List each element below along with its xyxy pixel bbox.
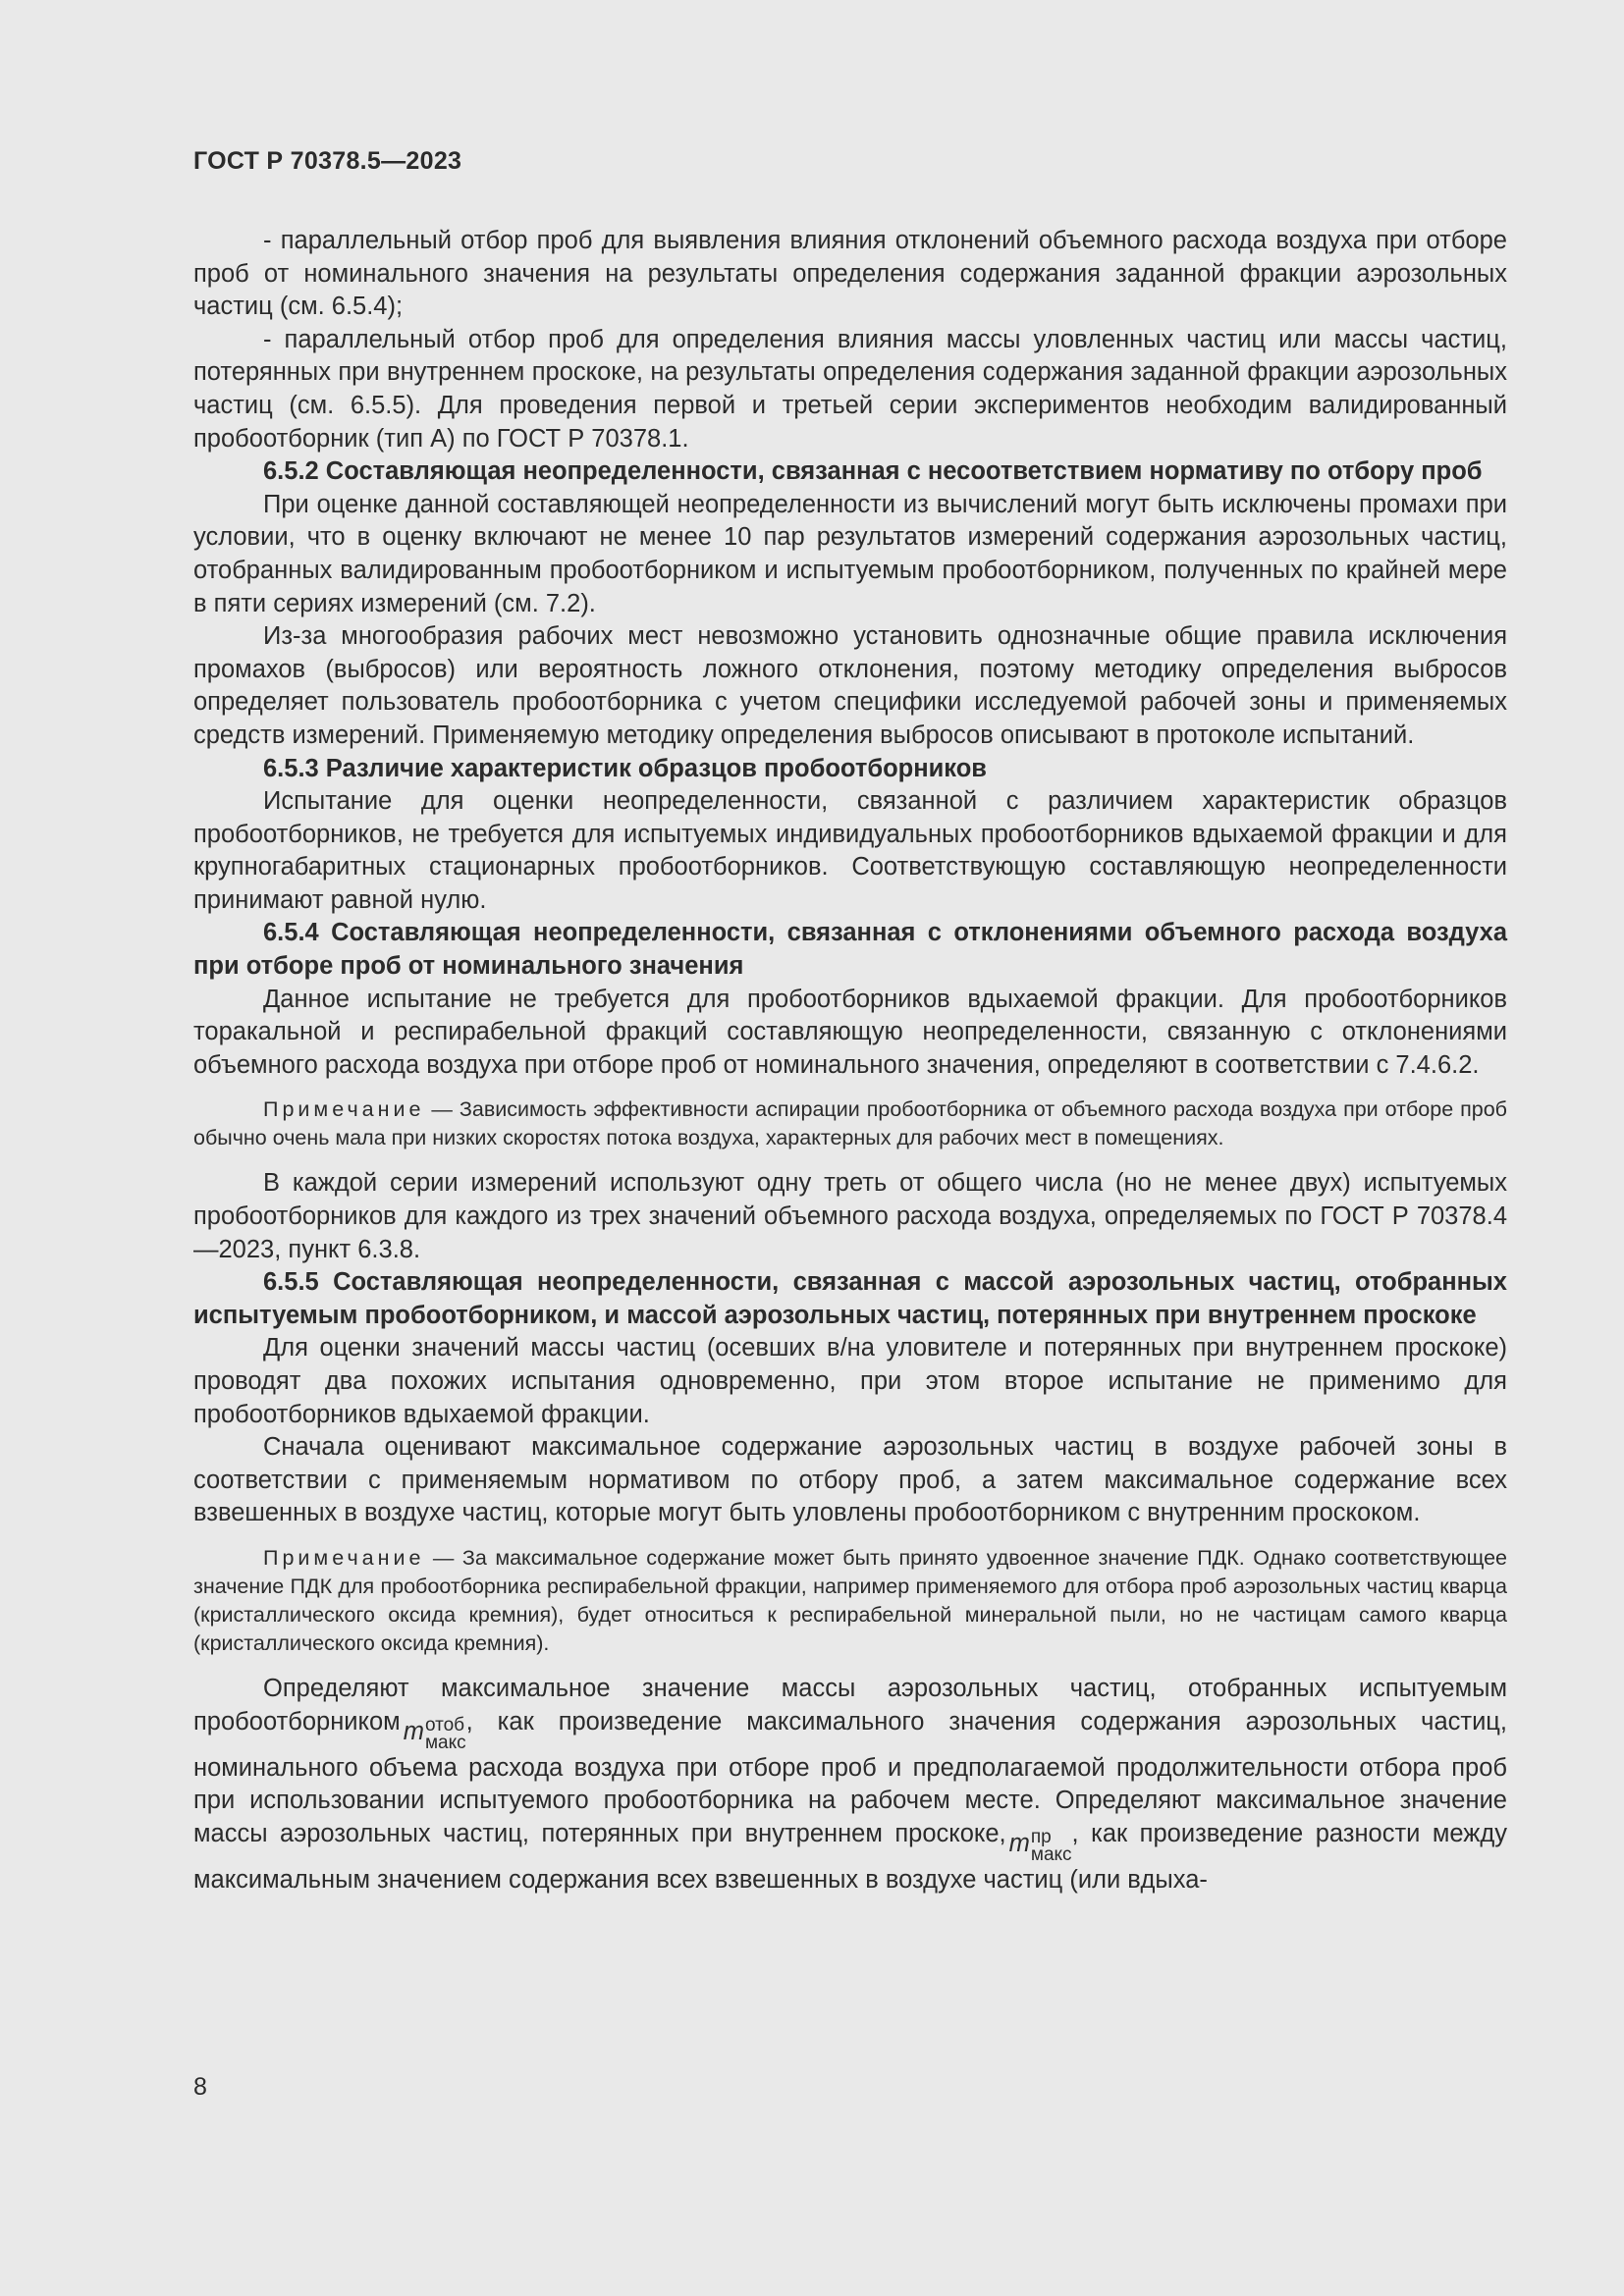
text-run: , как произведение максимального значения содержания аэрозольных частиц, номинального объема расхода воздуха при отборе проб и предполагаемой продолжительности отбора проб при использовании испытуемого пробоотборника на рабочем месте. Определяют максимальное значение массы аэрозольных частиц, потерянных при внутреннем проскоке,	[193, 1707, 1507, 1847]
section-heading-6-5-2: 6.5.2 Составляющая неопределенности, связанная с несоответствием нормативу по отбору проб	[263, 457, 1483, 486]
section-heading-6-5-3: 6.5.3 Различие характеристик образцов пробоотборников	[263, 754, 987, 782]
paragraph-list-item-2: - параллельный отбор проб для определения влияния массы уловленных частиц или массы частиц, потерянных при внутреннем проскоке, на результаты определения содержания заданной фракции аэрозольных частиц (см. 6.5.5). Для проведения первой и третьей серии экспериментов необходим валидированный пробоотборник (тип А) по ГОСТ Р 70378.1.	[193, 325, 1507, 453]
text-run: , как произведение разности между максимальным значением содержания всех взвешенных в воздухе частиц (или вдыха-	[193, 1819, 1507, 1894]
paragraph: В каждой серии измерений используют одну треть от общего числа (но не менее двух) испытуемых пробоотборников для каждого из трех значений объемного расхода воздуха, определяемых по ГОСТ Р 70378.4—2023, пункт 6.3.8.	[193, 1169, 1507, 1263]
superscript: отоб	[424, 1714, 465, 1735]
paragraph: Из-за многообразия рабочих мест невозможно установить однозначные общие правила исключения промахов (выбросов) или вероятность ложного отклонения, поэтому методику определения выбросов определяет пользователь пробоотборника с учетом специфики исследуемой рабочей зоны и применяемых средств измерений. Применяемую методику определения выбросов описывают в протоколе испытаний.	[193, 622, 1507, 749]
symbol-m-pr-maks	[1008, 1826, 1072, 1865]
note-text: — Зависимость эффективности аспирации пробоотборника от объемного расхода воздуха при отборе проб обычно очень мала при низких скоростях потока воздуха, характерных для рабочих мест в помещениях.	[193, 1097, 1507, 1150]
symbol-m-otob-maks	[403, 1714, 466, 1753]
paragraph-list-item-1: - параллельный отбор проб для выявления влияния отклонений объемного расхода воздуха при отборе проб от номинального значения на результаты определения содержания заданной фракции аэрозольных частиц (см. 6.5.4);	[193, 227, 1507, 321]
subscript: макс	[424, 1732, 466, 1753]
paragraph: Данное испытание не требуется для пробоотборников вдыхаемой фракции. Для пробоотборников торакальной и респирабельной фракций составляющую неопределенности, связанную с отклонениями объемного расхода воздуха при отборе проб от номинального значения, определяют в соответствии с 7.4.6.2.	[193, 985, 1507, 1079]
paragraph: Испытание для оценки неопределенности, связанной с различием характеристик образцов пробоотборников, не требуется для испытуемых индивидуальных пробоотборников вдыхаемой фракции и для крупногабаритных стационарных пробоотборников. Соответствующую составляющую неопределенности принимают равной нулю.	[193, 787, 1507, 914]
subscript: макс	[1030, 1843, 1072, 1865]
note	[193, 1544, 1507, 1658]
symbol-m: m	[403, 1717, 424, 1745]
section-heading-6-5-5: 6.5.5 Составляющая неопределенности, связанная с массой аэрозольных частиц, отобранных испытуемым пробоотборником, и массой аэрозольных частиц, потерянных при внутреннем проскоке	[193, 1268, 1507, 1329]
paragraph: Для оценки значений массы частиц (осевших в/на уловителе и потерянных при внутреннем проскоке) проводят два похожих испытания одновременно, при этом второе испытание не применимо для пробоотборников вдыхаемой фракции.	[193, 1334, 1507, 1428]
paragraph: При оценке данной составляющей неопределенности из вычислений могут быть исключены промахи при условии, что в оценку включают не менее 10 пар результатов измерений содержания аэрозольных частиц, отобранных валидированным пробоотборником и испытуемым пробоотборником, полученных по крайней мере в пяти сериях измерений (см. 7.2).	[193, 490, 1507, 617]
symbol-m: m	[1008, 1829, 1030, 1857]
note-text: — За максимальное содержание может быть принято удвоенное значение ПДК. Однако соответствующее значение ПДК для пробоотборника респирабельной фракции, например применяемого для отбора проб аэрозольных частиц кварца (кристаллического оксида кремния), будет относиться к респирабельной минеральной пыли, но не частицам самого кварца (кристаллического оксида кремния).	[193, 1545, 1507, 1655]
page-number: 8	[193, 2073, 207, 2101]
note	[193, 1095, 1507, 1152]
document-header: ГОСТ Р 70378.5—2023	[193, 147, 462, 175]
note-label: Примечание	[263, 1097, 425, 1122]
section-heading-6-5-4: 6.5.4 Составляющая неопределенности, связанная с отклонениями объемного расхода воздуха при отборе проб от номинального значения	[193, 919, 1507, 981]
text-run: Определяют максимальное значение массы аэрозольных частиц, отобранных испытуемым пробоотборником	[193, 1674, 1507, 1735]
note-label: Примечание	[263, 1545, 425, 1570]
paragraph-with-formulas	[193, 1673, 1507, 1896]
superscript: пр	[1030, 1826, 1052, 1847]
paragraph: Сначала оценивают максимальное содержание аэрозольных частиц в воздухе рабочей зоны в соответствии с применяемым нормативом по отбору проб, а затем максимальное содержание всех взвешенных в воздухе частиц, которые могут быть уловлены пробоотборником с внутренним проскоком.	[193, 1433, 1507, 1527]
document-body	[193, 225, 1507, 1896]
